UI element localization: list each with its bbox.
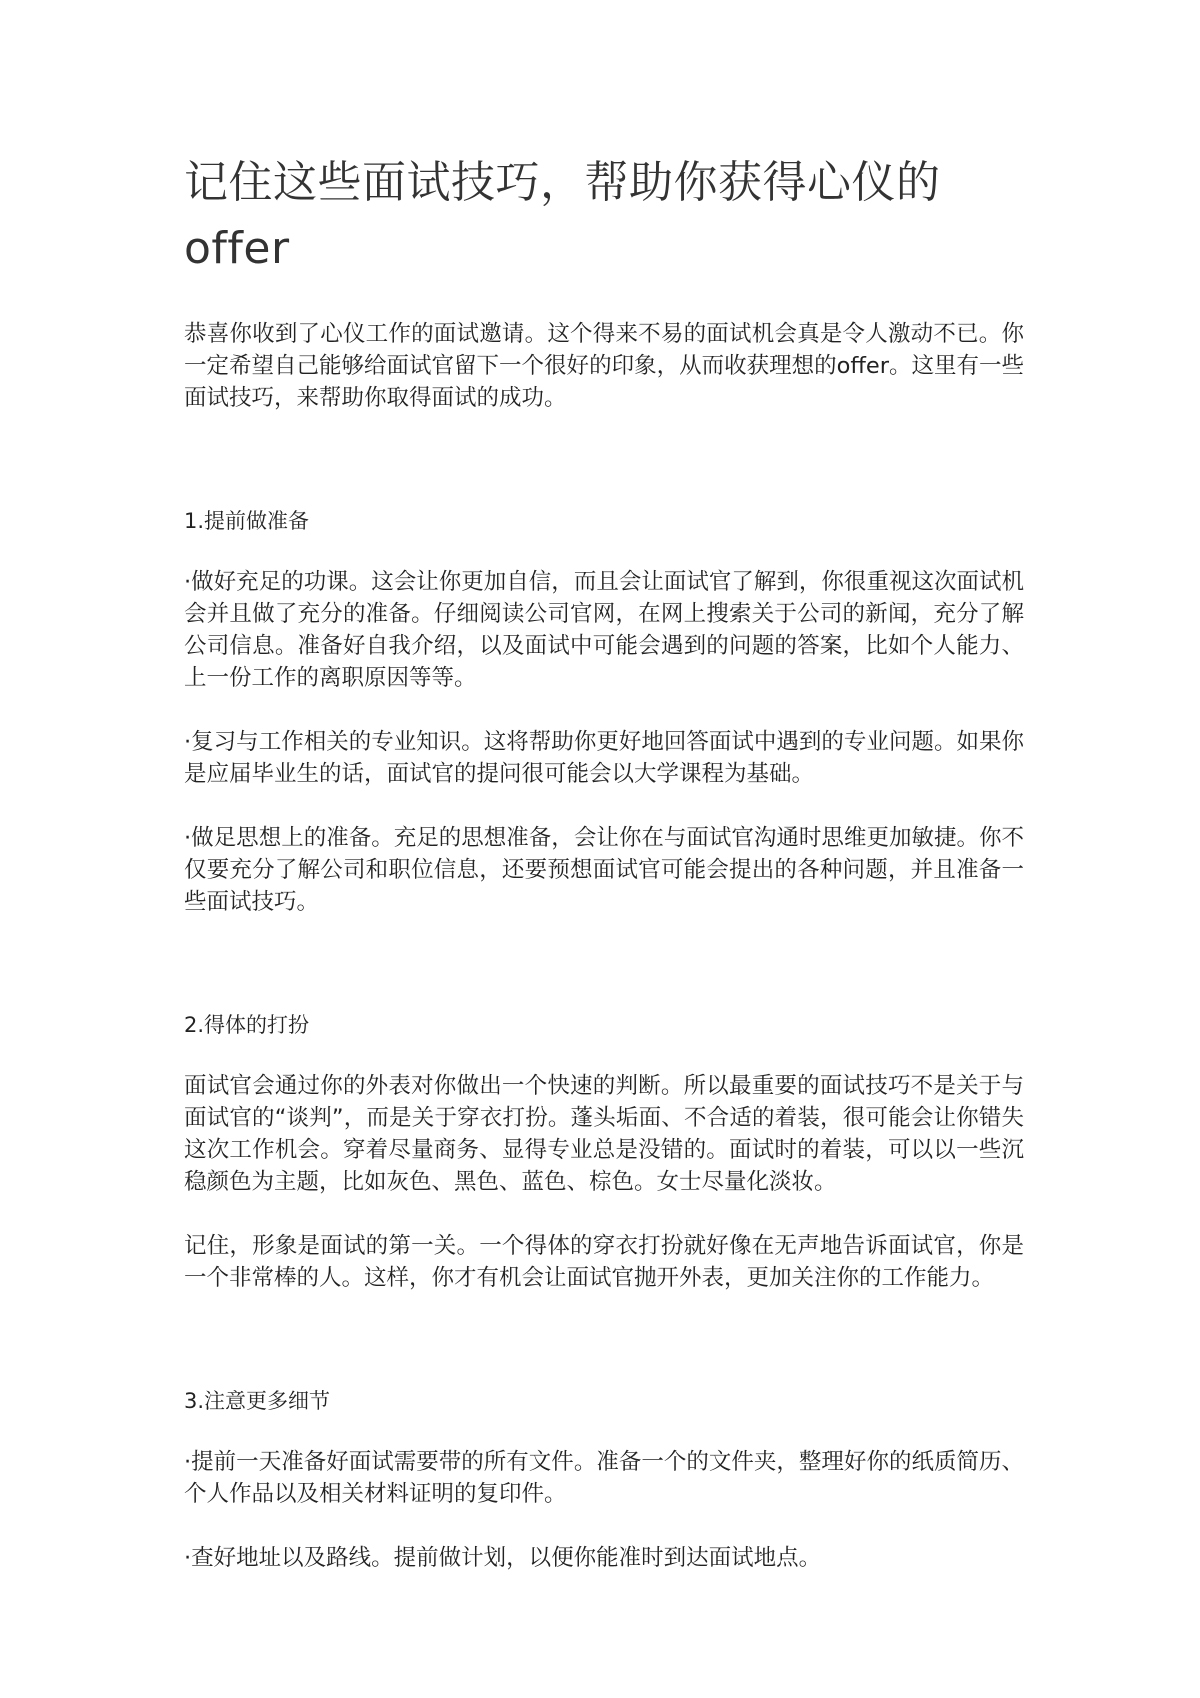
paragraph: ·做足思想上的准备。充足的思想准备，会让你在与面试官沟通时思维更加敏捷。你不仅要充分了解公司和职位信息，还要预想面试官可能会提出的各种问题，并且准备一些面试技巧。 (184, 825, 1024, 915)
paragraph: 面试官会通过你的外表对你做出一个快速的判断。所以最重要的面试技巧不是关于与面试官的“谈判”，而是关于穿衣打扮。蓬头垢面、不合适的着装，很可能会让你错失这次工作机会。穿着尽量商务、显得专业总是没错的。面试时的着装，可以以一些沉稳颜色为主题，比如灰色、黑色、蓝色、棕色。女士尽量化淡妆。 (184, 1073, 1024, 1195)
section-dress (184, 1010, 1024, 1294)
paragraph: ·查好地址以及路线。提前做计划，以便你能准时到达面试地点。 (184, 1545, 822, 1571)
section-prepare (184, 506, 1024, 918)
paragraph: ·提前一天准备好面试需要带的所有文件。准备一个的文件夹，整理好你的纸质简历、个人作品以及相关材料证明的复印件。 (184, 1449, 1024, 1507)
section-heading: 3.注意更多细节 (184, 1389, 331, 1413)
section-details (184, 1386, 1024, 1574)
paragraph: ·做好充足的功课。这会让你更加自信，而且会让面试官了解到，你很重视这次面试机会并且做了充分的准备。仔细阅读公司官网，在网上搜索关于公司的新闻，充分了解公司信息。准备好自我介绍，以及面试中可能会遇到的问题的答案，比如个人能力、上一份工作的离职原因等等。 (184, 569, 1024, 691)
article-body (184, 150, 1024, 1574)
section-heading: 1.提前做准备 (184, 509, 310, 533)
paragraph: ·复习与工作相关的专业知识。这将帮助你更好地回答面试中遇到的专业问题。如果你是应届毕业生的话，面试官的提问很可能会以大学课程为基础。 (184, 729, 1024, 787)
section-heading: 2.得体的打扮 (184, 1013, 310, 1037)
paragraph: 记住，形象是面试的第一关。一个得体的穿衣打扮就好像在无声地告诉面试官，你是一个非常棒的人。这样，你才有机会让面试官抛开外表，更加关注你的工作能力。 (184, 1233, 1024, 1291)
article-title: 记住这些面试技巧，帮助你获得心仪的offer (184, 157, 941, 274)
intro-paragraph: 恭喜你收到了心仪工作的面试邀请。这个得来不易的面试机会真是令人激动不已。你一定希望自己能够给面试官留下一个很好的印象，从而收获理想的offer。这里有一些面试技巧，来帮助你取得面试的成功。 (184, 321, 1024, 411)
